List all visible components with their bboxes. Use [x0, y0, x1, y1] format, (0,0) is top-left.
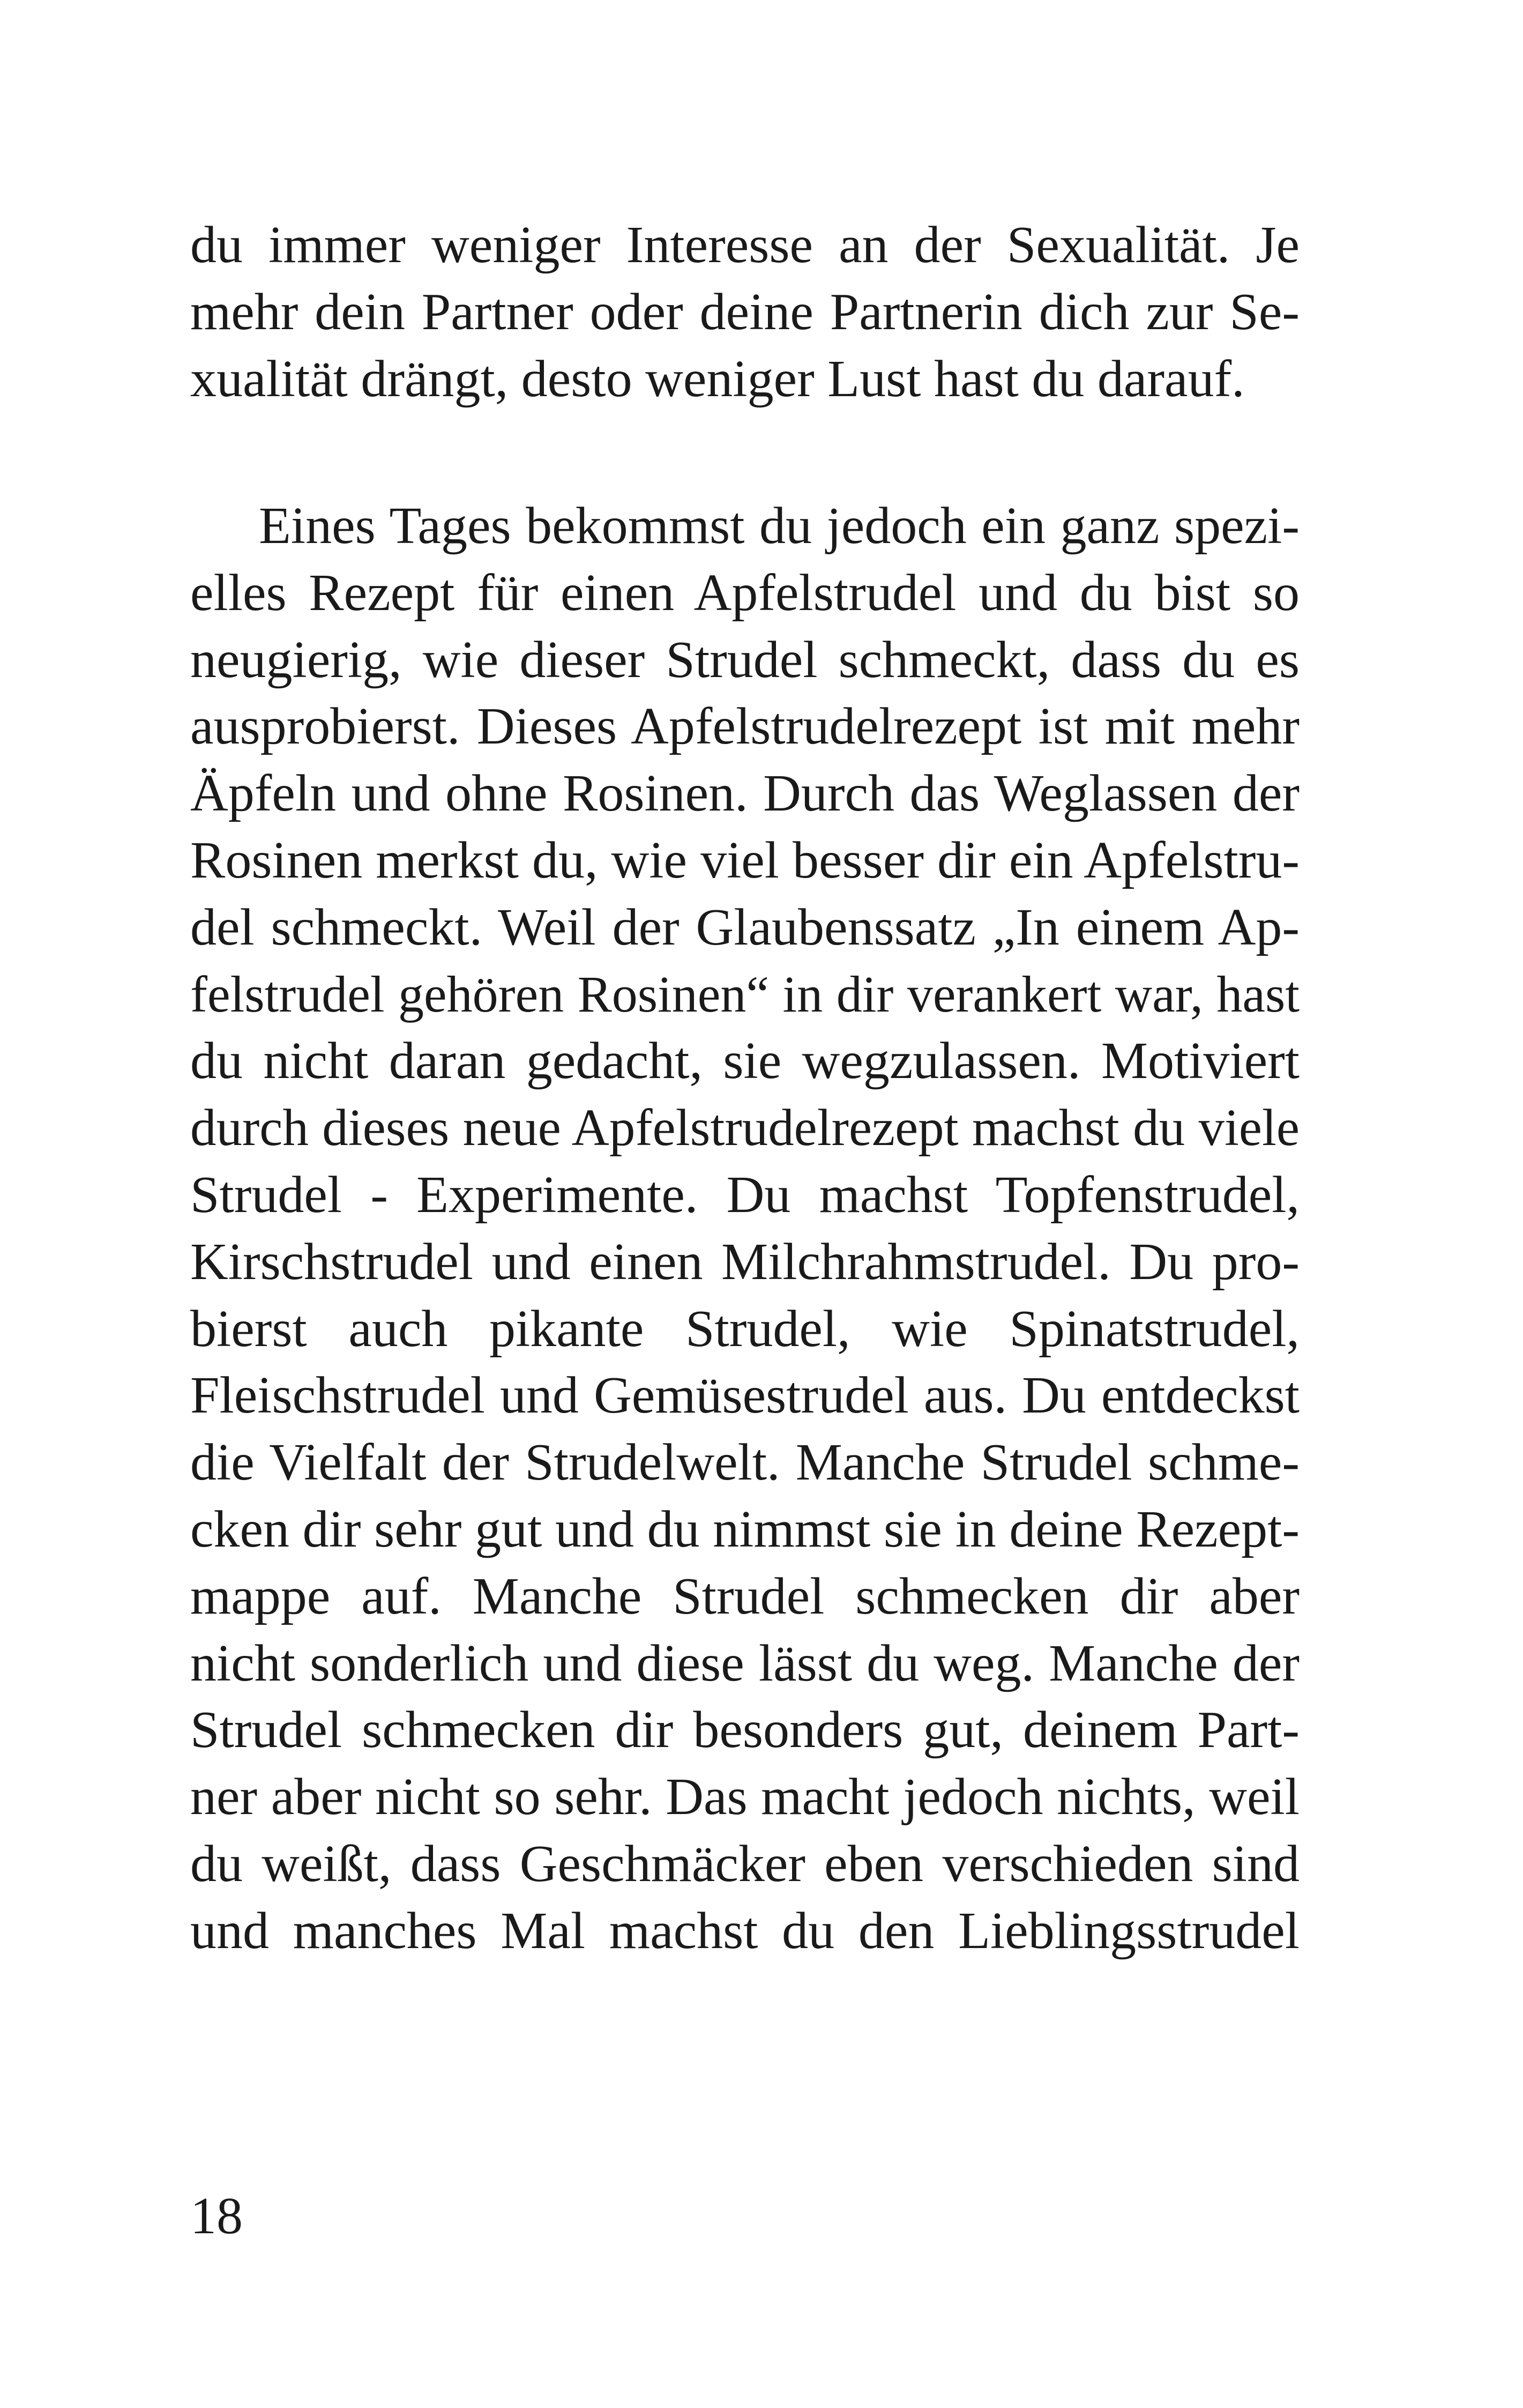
paragraph-1 — [190, 212, 1300, 412]
text-line: du weißt, dass Geschmäcker eben verschieden sind — [190, 1834, 1300, 1893]
text-line: die Vielfalt der Strudelwelt. Manche Strudel schme- — [190, 1433, 1300, 1492]
page-number: 18 — [190, 2187, 243, 2245]
text-line: Strudel schmecken dir besonders gut, deinem Part- — [190, 1701, 1300, 1759]
text-line: Fleischstrudel und Gemüsestrudel aus. Du entdeckst — [190, 1366, 1300, 1425]
text-line: ausprobierst. Dieses Apfelstrudelrezept ist mit mehr — [190, 697, 1300, 756]
text-line: mappe auf. Manche Strudel schmecken dir aber — [190, 1567, 1300, 1625]
text-line: durch dieses neue Apfelstrudelrezept machst du viele — [190, 1099, 1300, 1157]
text-line: Kirschstrudel und einen Milchrahmstrudel. Du pro- — [190, 1232, 1300, 1291]
text-line: du nicht daran gedacht, sie wegzulassen. Motiviert — [190, 1032, 1300, 1090]
text-line: Rosinen merkst du, wie viel besser dir ein Apfelstru- — [190, 831, 1300, 889]
paragraph-2 — [190, 493, 1300, 1965]
text-line: cken dir sehr gut und du nimmst sie in deine Rezept- — [190, 1500, 1300, 1558]
text-line: felstrudel gehören Rosinen“ in dir verankert war, hast — [190, 965, 1300, 1023]
text-line: nicht sonderlich und diese lässt du weg. Manche der — [190, 1634, 1300, 1692]
text-line: neugierig, wie dieser Strudel schmeckt, dass du es — [190, 630, 1300, 689]
text-line: ner aber nicht so sehr. Das macht jedoch nichts, weil — [190, 1768, 1300, 1826]
text-line: bierst auch pikante Strudel, wie Spinatstrudel, — [190, 1299, 1300, 1358]
text-line: Strudel - Experimente. Du machst Topfenstrudel, — [190, 1165, 1300, 1224]
text-line: elles Rezept für einen Apfelstrudel und du bist so — [190, 563, 1300, 622]
text-line: xualität drängt, desto weniger Lust hast du darauf. — [190, 350, 1245, 408]
text-line: del schmeckt. Weil der Glaubenssatz „In einem Ap- — [190, 898, 1300, 956]
text-line: und manches Mal machst du den Lieblingsstrudel — [190, 1901, 1300, 1960]
text-line: du immer weniger Interesse an der Sexualität. Je — [190, 216, 1300, 274]
text-line: mehr dein Partner oder deine Partnerin dich zur Se- — [190, 283, 1300, 341]
text-line: Äpfeln und ohne Rosinen. Durch das Weglassen der — [190, 764, 1300, 823]
text-line: Eines Tages bekommst du jedoch ein ganz spezi- — [259, 497, 1300, 555]
